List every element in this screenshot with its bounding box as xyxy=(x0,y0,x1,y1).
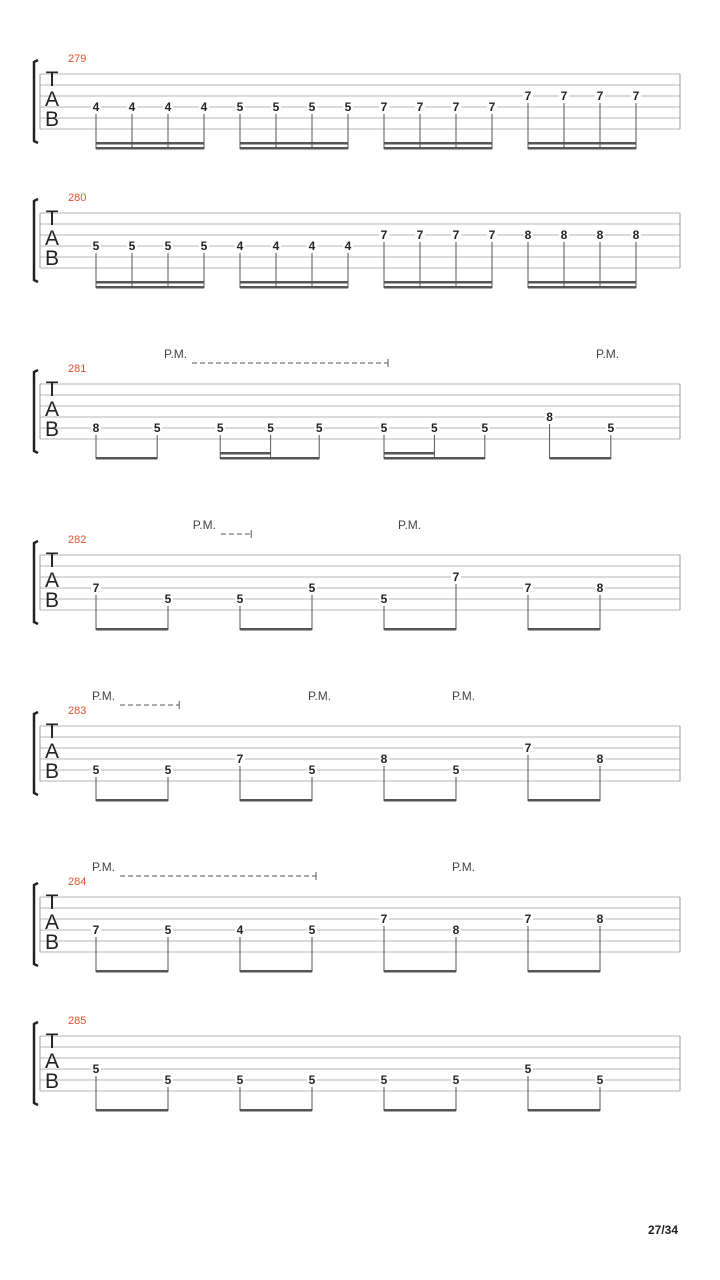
tab-clef-letter: B xyxy=(44,1070,60,1093)
tab-clef-letter: B xyxy=(44,931,60,954)
fret-number: 5 xyxy=(380,592,388,606)
tab-clef-letter: A xyxy=(44,398,60,421)
fret-number: 7 xyxy=(92,923,100,937)
measure-number: 282 xyxy=(68,534,87,546)
tab-clef-letter: A xyxy=(44,88,60,111)
system-brace xyxy=(34,370,38,453)
tab-clef-letter: A xyxy=(44,911,60,934)
beam-primary xyxy=(96,970,168,973)
palm-mute-label: P.M. xyxy=(596,347,620,361)
tab-clef-letter: B xyxy=(44,418,60,441)
fret-number: 5 xyxy=(92,1062,100,1076)
beam-secondary xyxy=(240,142,348,145)
beam-primary xyxy=(96,1109,168,1112)
fret-number: 5 xyxy=(92,763,100,777)
fret-number: 7 xyxy=(596,89,604,103)
tab-clef-letter: T xyxy=(45,68,59,91)
fret-number: 5 xyxy=(164,763,172,777)
fret-number: 5 xyxy=(164,923,172,937)
beam-primary xyxy=(96,286,204,289)
fret-number: 5 xyxy=(380,1073,388,1087)
beam-primary xyxy=(528,628,600,631)
beam-primary xyxy=(96,457,157,460)
fret-number: 8 xyxy=(560,228,568,242)
beam-primary xyxy=(528,147,636,150)
beam-primary xyxy=(384,286,492,289)
beam-primary xyxy=(240,286,348,289)
palm-mute-label: P.M. xyxy=(308,689,332,703)
fret-number: 7 xyxy=(380,228,388,242)
fret-number: 7 xyxy=(452,228,460,242)
fret-number: 8 xyxy=(452,923,460,937)
fret-number: 8 xyxy=(632,228,640,242)
tab-clef-letter: T xyxy=(45,720,59,743)
beam-secondary xyxy=(384,142,492,145)
beam-secondary xyxy=(240,281,348,284)
beam-primary xyxy=(384,147,492,150)
beam-primary xyxy=(384,970,456,973)
fret-number: 7 xyxy=(524,741,532,755)
beam-primary xyxy=(550,457,611,460)
tab-clef-letter: T xyxy=(45,378,59,401)
tab-clef-letter: T xyxy=(45,1030,59,1053)
system-brace xyxy=(34,199,38,282)
fret-number: 5 xyxy=(344,100,352,114)
fret-number: 7 xyxy=(488,100,496,114)
fret-number: 5 xyxy=(380,421,388,435)
fret-number: 5 xyxy=(315,421,323,435)
beam-primary xyxy=(384,457,434,460)
fret-number: 7 xyxy=(524,89,532,103)
fret-number: 7 xyxy=(92,581,100,595)
fret-number: 5 xyxy=(164,239,172,253)
fret-number: 4 xyxy=(200,100,208,114)
fret-number: 5 xyxy=(200,239,208,253)
fret-number: 8 xyxy=(596,752,604,766)
tab-clef-letter: A xyxy=(44,569,60,592)
system-brace xyxy=(34,883,38,966)
measure-number: 280 xyxy=(68,192,87,204)
beam-secondary xyxy=(528,142,636,145)
beam-primary xyxy=(240,147,348,150)
palm-mute-label: P.M. xyxy=(398,518,422,532)
beam-primary xyxy=(528,799,600,802)
system-brace xyxy=(34,1022,38,1105)
beam-primary xyxy=(240,970,312,973)
tab-system xyxy=(34,347,680,460)
fret-number: 7 xyxy=(524,581,532,595)
fret-number: 5 xyxy=(308,1073,316,1087)
measure-number: 281 xyxy=(68,363,87,375)
fret-number: 5 xyxy=(272,100,280,114)
tab-clef-letter: T xyxy=(45,891,59,914)
tab-systems xyxy=(34,53,680,1112)
fret-number: 4 xyxy=(236,239,244,253)
fret-number: 8 xyxy=(596,228,604,242)
tab-system xyxy=(34,53,680,150)
fret-number: 7 xyxy=(488,228,496,242)
fret-number: 5 xyxy=(128,239,136,253)
system-brace xyxy=(34,541,38,624)
palm-mute-label: P.M. xyxy=(92,689,116,703)
fret-number: 7 xyxy=(380,912,388,926)
fret-number: 5 xyxy=(596,1073,604,1087)
measure-number: 285 xyxy=(68,1015,87,1027)
fret-number: 4 xyxy=(92,100,100,114)
fret-number: 8 xyxy=(524,228,532,242)
beam-secondary xyxy=(528,281,636,284)
beam-primary xyxy=(96,799,168,802)
fret-number: 4 xyxy=(272,239,280,253)
fret-number: 5 xyxy=(164,1073,172,1087)
measure-number: 279 xyxy=(68,53,87,65)
fret-number: 7 xyxy=(236,752,244,766)
tab-system xyxy=(34,860,680,973)
fret-number: 5 xyxy=(452,1073,460,1087)
fret-number: 7 xyxy=(560,89,568,103)
tab-clef-letter: B xyxy=(44,247,60,270)
fret-number: 4 xyxy=(164,100,172,114)
beam-primary xyxy=(96,628,168,631)
beam-secondary xyxy=(96,281,204,284)
beam-secondary xyxy=(96,142,204,145)
system-brace xyxy=(34,712,38,795)
fret-number: 5 xyxy=(308,763,316,777)
tab-clef-letter: B xyxy=(44,589,60,612)
fret-number: 7 xyxy=(452,570,460,584)
fret-number: 5 xyxy=(308,581,316,595)
tab-clef-letter: A xyxy=(44,227,60,250)
fret-number: 5 xyxy=(481,421,489,435)
page-number: 27/34 xyxy=(647,1223,678,1237)
fret-number: 5 xyxy=(153,421,161,435)
palm-mute-label: P.M. xyxy=(92,860,116,874)
beam-primary xyxy=(240,628,312,631)
fret-number: 5 xyxy=(236,100,244,114)
fret-number: 5 xyxy=(216,421,224,435)
beam-primary xyxy=(240,1109,312,1112)
tab-system xyxy=(34,689,680,802)
beam-secondary xyxy=(384,281,492,284)
fret-number: 8 xyxy=(596,912,604,926)
fret-number: 5 xyxy=(524,1062,532,1076)
fret-number: 5 xyxy=(308,100,316,114)
system-brace xyxy=(34,60,38,143)
tab-system xyxy=(34,518,680,631)
fret-number: 7 xyxy=(416,228,424,242)
tab-system xyxy=(34,192,680,289)
fret-number: 8 xyxy=(380,752,388,766)
fret-number: 5 xyxy=(308,923,316,937)
tab-system xyxy=(34,1015,680,1112)
beam-primary xyxy=(384,799,456,802)
fret-number: 5 xyxy=(452,763,460,777)
measure-number: 284 xyxy=(68,876,87,888)
beam-primary xyxy=(96,147,204,150)
fret-number: 4 xyxy=(128,100,136,114)
tab-clef-letter: B xyxy=(44,108,60,131)
fret-number: 8 xyxy=(546,410,553,424)
palm-mute-label: P.M. xyxy=(452,689,476,703)
fret-number: 7 xyxy=(524,912,532,926)
tab-clef-letter: B xyxy=(44,760,60,783)
beam-primary xyxy=(528,970,600,973)
tab-clef-letter: A xyxy=(44,740,60,763)
fret-number: 4 xyxy=(236,923,244,937)
tab-clef-letter: T xyxy=(45,207,59,230)
fret-number: 5 xyxy=(267,421,274,435)
fret-number: 5 xyxy=(236,1073,244,1087)
beam-primary xyxy=(528,286,636,289)
fret-number: 7 xyxy=(452,100,460,114)
beam-secondary xyxy=(220,452,270,455)
beam-primary xyxy=(528,1109,600,1112)
fret-number: 7 xyxy=(416,100,424,114)
fret-number: 5 xyxy=(92,239,100,253)
fret-number: 8 xyxy=(596,581,604,595)
palm-mute-label: P.M. xyxy=(192,518,216,532)
fret-number: 5 xyxy=(236,592,244,606)
palm-mute-label: P.M. xyxy=(164,347,188,361)
beam-primary xyxy=(240,799,312,802)
beam-primary xyxy=(220,457,270,460)
fret-number: 5 xyxy=(607,421,615,435)
fret-number: 8 xyxy=(92,421,100,435)
beam-primary xyxy=(384,1109,456,1112)
fret-number: 7 xyxy=(380,100,388,114)
beam-secondary xyxy=(384,452,434,455)
beam-primary xyxy=(384,628,456,631)
tab-clef-letter: T xyxy=(45,549,59,572)
measure-number: 283 xyxy=(68,705,87,717)
palm-mute-label: P.M. xyxy=(452,860,476,874)
fret-number: 7 xyxy=(632,89,640,103)
fret-number: 5 xyxy=(431,421,438,435)
tab-clef-letter: A xyxy=(44,1050,60,1073)
fret-number: 4 xyxy=(308,239,316,253)
fret-number: 4 xyxy=(344,239,352,253)
fret-number: 5 xyxy=(164,592,172,606)
